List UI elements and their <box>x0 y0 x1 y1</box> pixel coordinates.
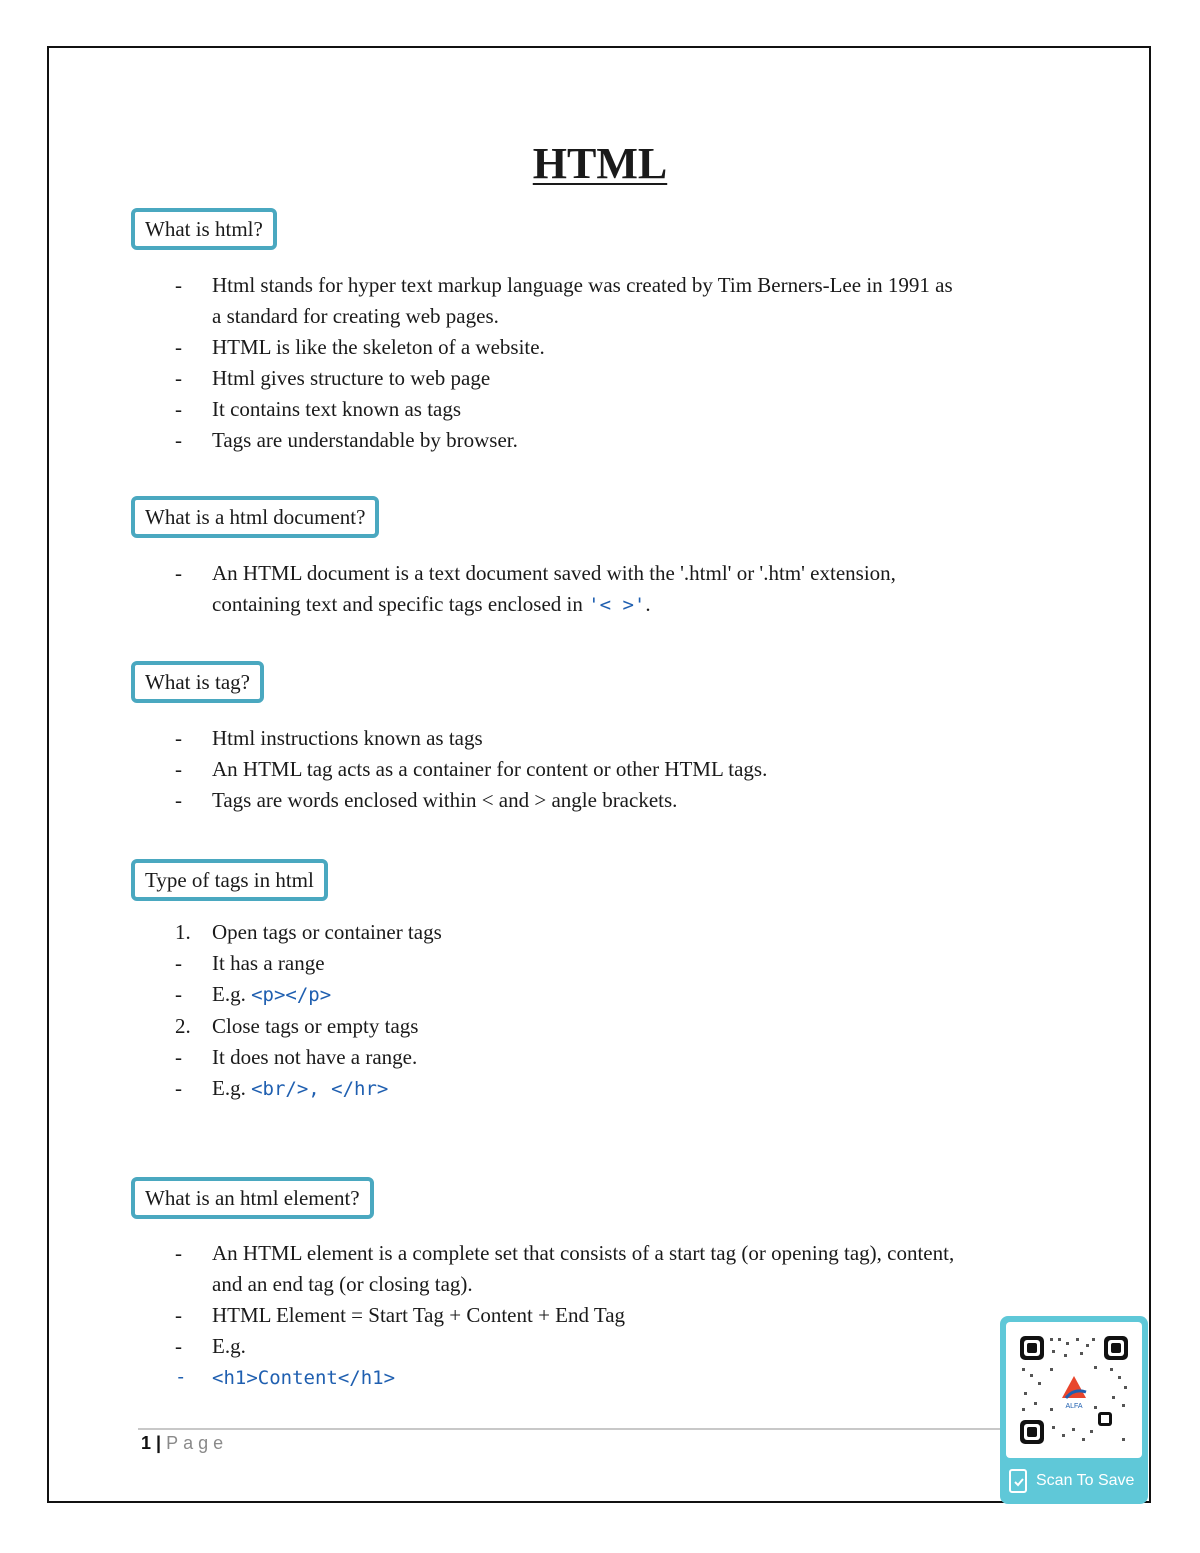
list-item: - Html stands for hyper text markup language was created by Tim Berners-Lee in 1991 as <box>175 273 953 297</box>
section-heading-html-element: What is an html element? <box>131 1177 374 1219</box>
list-item: - HTML Element = Start Tag + Content + End Tag <box>175 1303 626 1327</box>
page-footer: 1 | Page <box>141 1433 229 1453</box>
list-item: - It has a range <box>175 951 325 975</box>
list-item: - <h1>Content</h1> <box>175 1366 396 1389</box>
list-item-continuation: a standard for creating web pages. <box>212 304 499 328</box>
list-item: - E.g. <br/>, </hr> <box>175 1076 389 1100</box>
qr-code <box>1006 1322 1142 1458</box>
list-item: - Html instructions known as tags <box>175 726 483 750</box>
list-item-continuation: containing text and specific tags enclosed in '< >'. <box>212 592 651 616</box>
section-list-html-element <box>175 1238 954 1394</box>
section-heading-type-of-tags: Type of tags in html <box>131 859 328 901</box>
numbered-item: 2. Close tags or empty tags <box>175 1014 419 1038</box>
list-item: - It does not have a range. <box>175 1045 418 1069</box>
page-label: Page <box>166 1433 229 1453</box>
section-list-what-is-html <box>175 270 953 456</box>
section-list-what-is-tag <box>175 723 767 816</box>
section-heading-html-document: What is a html document? <box>131 496 379 538</box>
list-item: - HTML is like the skeleton of a website. <box>175 335 545 359</box>
list-item: - An HTML document is a text document saved with the '.html' or '.htm' extension, <box>175 561 896 585</box>
section-heading-what-is-tag: What is tag? <box>131 661 264 703</box>
list-item: - An HTML element is a complete set that consists of a start tag (or opening tag), content, <box>175 1241 955 1265</box>
list-item: - An HTML tag acts as a container for content or other HTML tags. <box>175 757 768 781</box>
page-number: 1 <box>141 1433 152 1453</box>
list-item: - E.g. <box>175 1334 246 1358</box>
list-item: - Tags are words enclosed within < and > angle brackets. <box>175 788 678 812</box>
list-item: - Html gives structure to web page <box>175 366 491 390</box>
save-device-icon <box>1008 1468 1030 1494</box>
page-title: HTML <box>532 139 668 188</box>
qr-code-icon <box>1006 1322 1142 1458</box>
scan-to-save-button[interactable] <box>1000 1466 1148 1498</box>
code-snippet: <h1>Content</h1> <box>212 1367 396 1389</box>
list-item: - It contains text known as tags <box>175 397 462 421</box>
list-item: - E.g. <p></p> <box>175 982 332 1006</box>
footer-divider <box>138 1428 1000 1430</box>
numbered-item: 1. Open tags or container tags <box>175 920 442 944</box>
section-list-html-document <box>175 558 896 621</box>
section-list-type-of-tags <box>175 917 442 1105</box>
scan-to-save-label: Scan To Save <box>1036 1472 1135 1489</box>
code-snippet: <p></p> <box>251 984 332 1006</box>
list-item: - Tags are understandable by browser. <box>175 428 518 452</box>
scan-to-save-widget[interactable] <box>1000 1316 1148 1504</box>
list-item-continuation: and an end tag (or closing tag). <box>212 1272 473 1296</box>
code-snippet: '< >' <box>588 594 646 616</box>
svg-text:ALFA: ALFA <box>1065 1403 1083 1410</box>
code-snippet: <br/>, </hr> <box>251 1078 389 1100</box>
section-heading-what-is-html: What is html? <box>131 208 277 250</box>
